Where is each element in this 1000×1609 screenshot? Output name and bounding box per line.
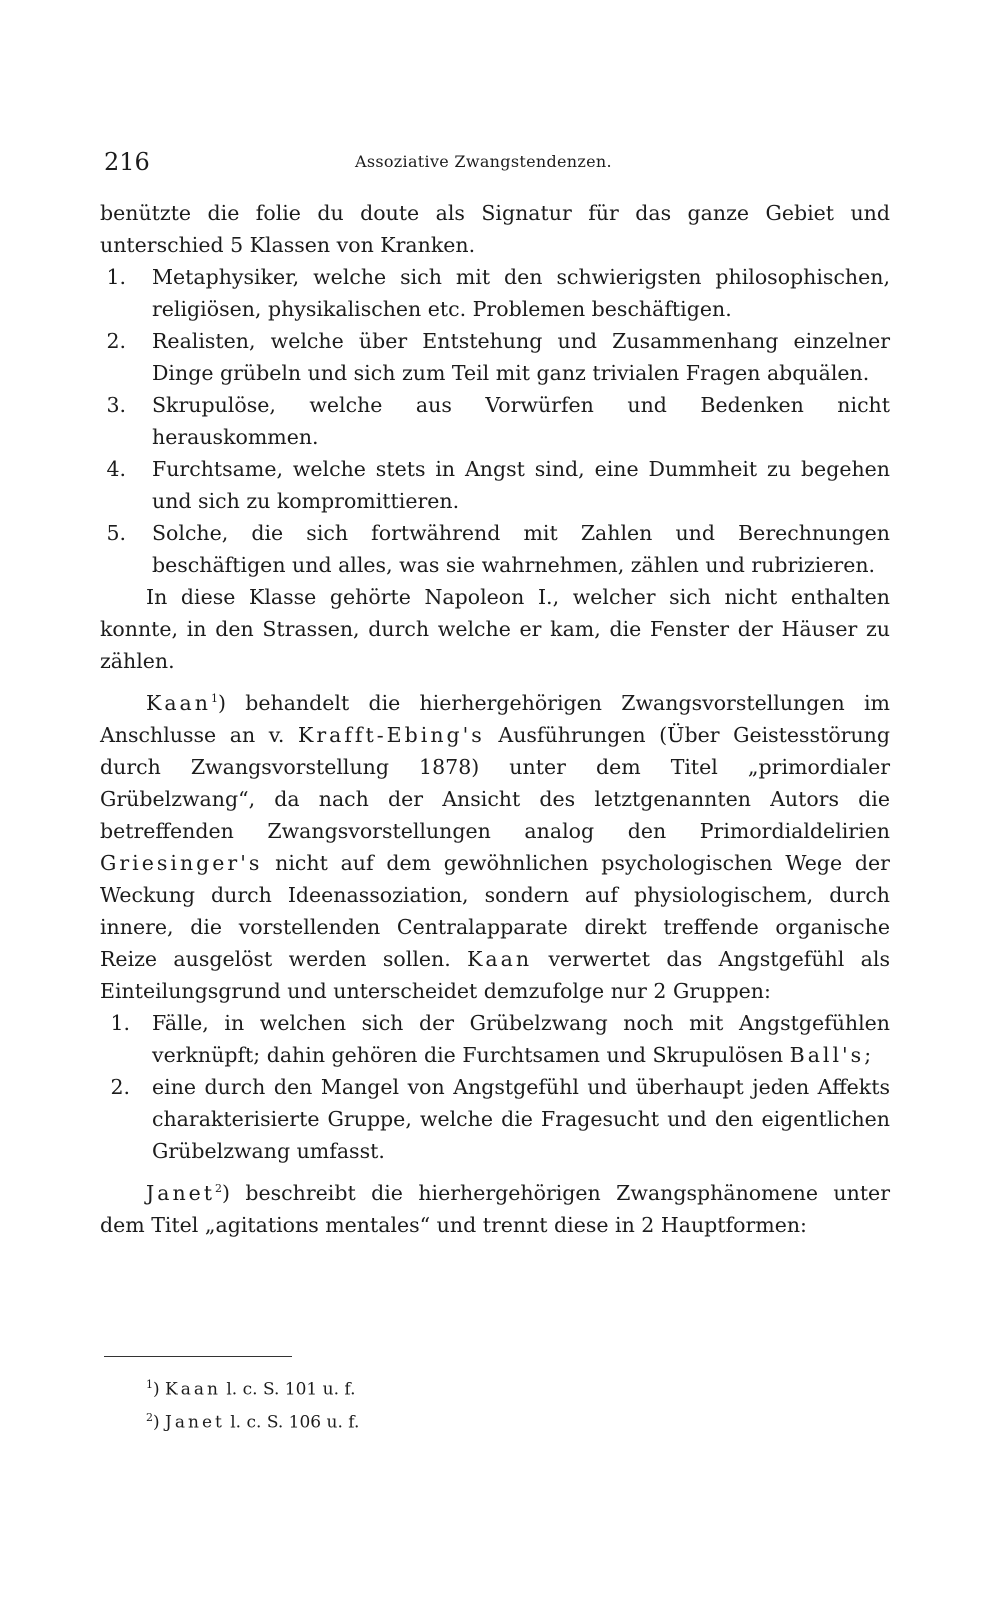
list-item-text: Metaphysiker, welche sich mit den schwierigsten philosophischen, religiösen, physikalischen etc. Problemen beschäftigen.	[152, 265, 890, 321]
list-item	[100, 325, 890, 389]
author-name: Kaan	[467, 946, 533, 971]
groups-list	[100, 1007, 890, 1167]
author-name: Krafft-Ebing's	[298, 722, 485, 747]
author-name: Kaan	[165, 1379, 221, 1400]
page-header	[0, 148, 1000, 178]
list-item-text: Skrupulöse, welche aus Vorwürfen und Bedenken nicht herauskommen.	[152, 393, 890, 449]
footnote-text: l. c. S. 106 u. f.	[230, 1412, 360, 1433]
list-item-text: Solche, die sich fortwährend mit Zahlen und Berechnungen beschäftigen und alles, was sie wahrnehmen, zählen und rubrizieren.	[152, 521, 890, 577]
list-item	[100, 1071, 890, 1167]
list-item	[100, 453, 890, 517]
footnote-ref: 2	[215, 1181, 223, 1195]
body-text	[100, 197, 890, 1241]
list-item	[100, 389, 890, 453]
footnote-mark: 2	[146, 1410, 153, 1424]
list-item	[100, 517, 890, 581]
list-item-text: Realisten, welche über Entstehung und Zusammenhang einzelner Dinge grübeln und sich zum Teil mit ganz trivialen Fragen abquälen.	[152, 329, 890, 385]
author-name: Janet	[146, 1180, 216, 1205]
author-name: Ball's	[789, 1042, 865, 1067]
paragraph-text: verwertet das Angstgefühl als Einteilungsgrund und unterscheidet demzufolge nur 2 Gruppen:	[100, 946, 890, 1003]
author-name: Kaan	[146, 690, 211, 715]
author-name: Janet	[165, 1412, 225, 1433]
list-item-number: 4.	[106, 457, 126, 481]
list-item-tail: ;	[864, 1042, 872, 1067]
footnote-mark: 1	[146, 1378, 153, 1391]
footnote: $^2$) Janet l. c. S. 106 u. f.	[146, 1410, 360, 1433]
footnote: $^1$) Kaan l. c. S. 101 u. f.	[146, 1378, 356, 1400]
napoleon-paragraph: In diese Klasse gehörte Napoleon I., welcher sich nicht enthalten konnte, in den Strassen, durch welche er kam, die Fenster der Häuser zu zählen.	[100, 585, 890, 673]
list-item-body: Fälle, in welchen sich der Grübelzwang noch mit Angstgefühlen verknüpft; dahin gehören die Furchtsamen und Skrupulösen	[152, 1010, 890, 1067]
classes-list	[100, 261, 890, 581]
list-item-number: 2.	[106, 329, 126, 353]
footnotes	[146, 1371, 359, 1436]
footnote-text: l. c. S. 101 u. f.	[226, 1379, 356, 1400]
list-item-number: 3.	[106, 393, 126, 417]
list-item-number: 5.	[106, 521, 126, 545]
author-name: Griesinger's	[100, 850, 263, 875]
page-number: 216	[104, 148, 150, 176]
list-item	[100, 261, 890, 325]
footnote-ref: 1	[210, 692, 218, 705]
paragraph-text: ) behandelt die hierhergehörigen Zwangsvorstellungen im Anschlusse an v.	[100, 690, 890, 747]
kaan-paragraph	[100, 683, 890, 1007]
list-item-number: 1.	[106, 265, 126, 289]
intro-paragraph: benützte die folie du doute als Signatur für das ganze Gebiet und unterschied 5 Klassen von Kranken.	[100, 201, 890, 257]
paragraph-text: ) beschreibt die hierhergehörigen Zwangsphänomene unter dem Titel „agitations mentales“ und trennt diese in 2 Hauptformen:	[100, 1180, 890, 1237]
list-item-number: 1.	[110, 1010, 130, 1035]
paragraph-text: Ausführungen (Über Geistesstörung durch Zwangsvorstellung 1878) unter dem Titel „primordialer Grübelzwang“, da nach der Ansicht des letztgenannten Autors die betreffenden Zwangsvorstellungen analog den Primordialdelirien	[100, 722, 890, 843]
list-item-text: eine durch den Mangel von Angstgefühl und überhaupt jeden Affekts charakterisierte Gruppe, welche die Fragesucht und den eigentlichen Grübelzwang umfasst.	[152, 1074, 890, 1163]
janet-paragraph	[100, 1173, 890, 1241]
running-head: Assoziative Zwangstendenzen.	[355, 152, 612, 171]
list-item-text: Furchtsame, welche stets in Angst sind, eine Dummheit zu begehen und sich zu kompromittieren.	[152, 457, 890, 513]
list-item-text	[152, 1007, 890, 1071]
footnote-divider	[104, 1356, 292, 1357]
list-item	[100, 1007, 890, 1071]
list-item-number: 2.	[110, 1074, 130, 1099]
paragraph-text: nicht auf dem gewöhnlichen psychologischen Wege der Weckung durch Ideenassoziation, sondern auf physiologischem, durch innere, die vorstellenden Centralapparate direkt treffende organische Reize ausgelöst werden sollen.	[100, 850, 890, 971]
